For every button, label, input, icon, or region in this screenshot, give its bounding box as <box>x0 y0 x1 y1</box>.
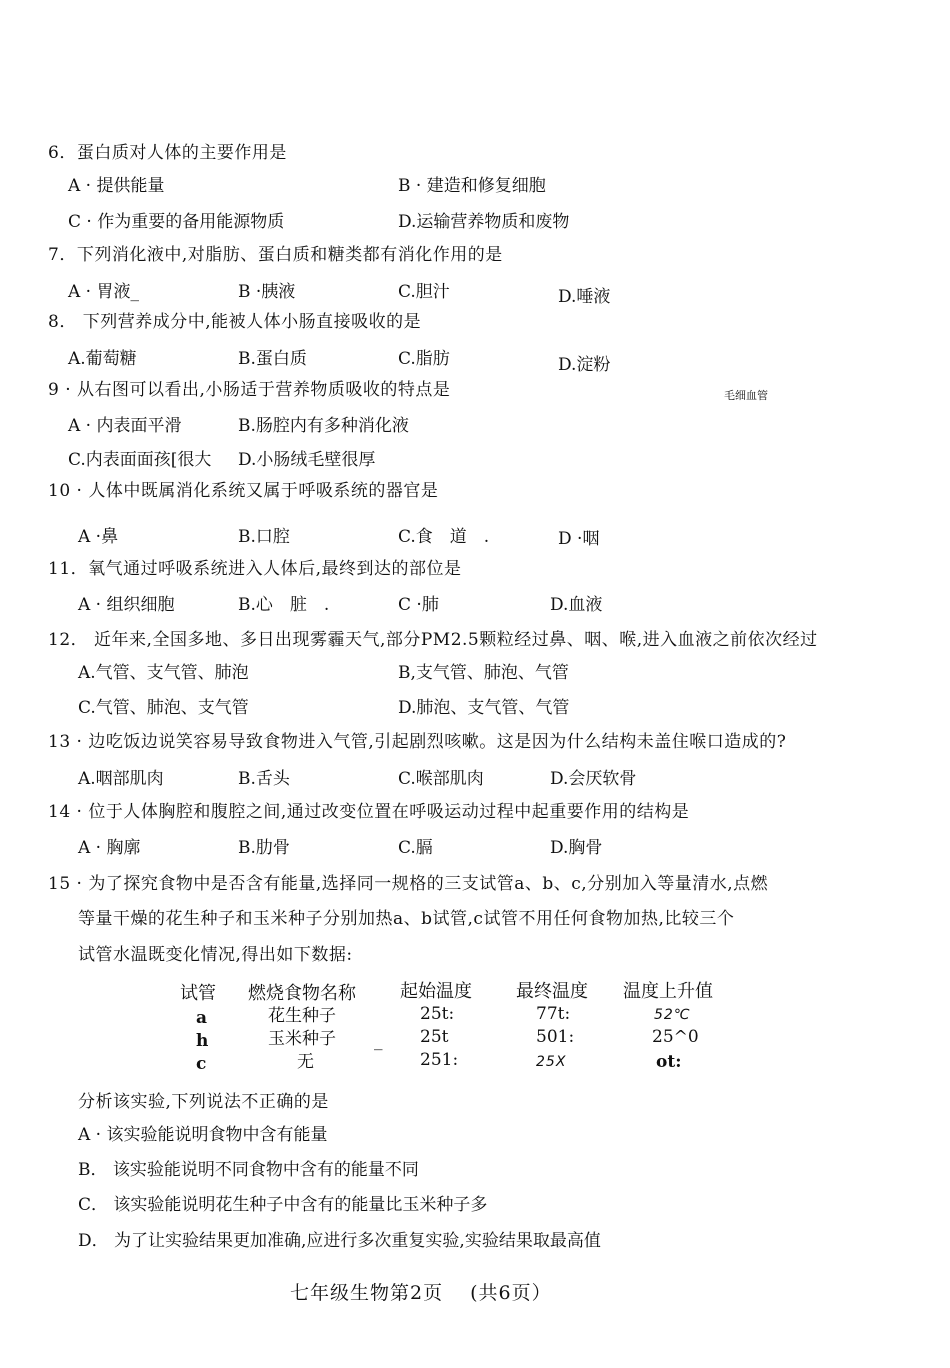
question-13-option-b: B.舌头 <box>238 769 290 789</box>
table-row-a-end: 77t: <box>536 1004 571 1024</box>
question-11-stem: 11．氧气通过呼吸系统进入人体后,最终到达的部位是 <box>48 559 462 579</box>
question-10-option-c: C.食 道 . <box>398 527 490 547</box>
question-8-option-c: C.脂肪 <box>398 349 450 369</box>
question-11-option-b: B.心 脏 . <box>238 595 330 615</box>
question-14-stem: 14 · 位于人体胸腔和腹腔之间,通过改变位置在呼吸运动过程中起重要作用的结构是 <box>48 802 690 822</box>
question-10-option-d: D ·咽 <box>558 529 600 549</box>
question-12-option-b: B,支气管、肺泡、气管 <box>398 663 569 683</box>
question-11-option-a: A · 组织细胞 <box>78 595 175 615</box>
question-6-stem: 6．蛋白质对人体的主要作用是 <box>48 143 287 163</box>
question-7-stem: 7．下列消化液中,对脂肪、蛋白质和糖类都有消化作用的是 <box>48 245 503 265</box>
question-15-option-a: A · 该实验能说明食物中含有能量 <box>78 1125 328 1145</box>
question-15-option-d: D． 为了让实验结果更加准确,应进行多次重复实验,实验结果取最高值 <box>78 1231 601 1251</box>
question-9-option-d: D.小肠绒毛壁很厚 <box>238 450 376 470</box>
question-9-stem: 9 · 从右图可以看出,小肠适于营养物质吸收的特点是 <box>48 380 451 400</box>
question-15-line-3: 试管水温既变化情况,得出如下数据: <box>78 945 353 965</box>
question-9-option-c: C.内表面面孩[很大 <box>68 450 212 470</box>
question-14-option-a: A · 胸廓 <box>78 838 141 858</box>
table-row-c-end: 25X <box>536 1054 567 1070</box>
table-row-b-end: 501: <box>536 1027 575 1047</box>
table-stray-mark: _ <box>374 1031 383 1051</box>
table-header-rise: 温度上升值 <box>623 981 713 1002</box>
question-10-stem: 10 · 人体中既属消化系统又属于呼吸系统的器官是 <box>48 481 439 501</box>
question-13-stem: 13 · 边吃饭边说笑容易导致食物进入气管,引起剧烈咳嗽。这是因为什么结构未盖住喉口造成的? <box>48 732 787 752</box>
question-11-option-c: C ·肺 <box>398 595 439 615</box>
question-15-line-1: 15 · 为了探究食物中是否含有能量,选择同一规格的三支试管a、b、c,分别加入等量清水,点燃 <box>48 874 769 894</box>
question-15-line-2: 等量干燥的花生种子和玉米种子分别加热a、b试管,c试管不用任何食物加热,比较三个 <box>78 909 735 929</box>
question-8-option-d: D.淀粉 <box>558 355 611 375</box>
page-footer: 七年级生物第2页 (共6页） <box>290 1282 552 1304</box>
question-10-option-a: A ·鼻 <box>78 527 119 547</box>
table-row-b-tube: h <box>196 1031 209 1051</box>
figure-label-capillary: 毛细血管 <box>724 389 768 402</box>
question-12-stem: 12． 近年来,全国多地、多日出现雾霾天气,部分PM2.5颗粒经过鼻、咽、喉,进入血液之前依次经过 <box>48 630 818 650</box>
question-8-option-b: B.蛋白质 <box>238 349 307 369</box>
question-8-option-a: A.葡萄糖 <box>68 349 137 369</box>
question-13-option-d: D.会厌软骨 <box>550 769 637 789</box>
question-7-option-a: A · 胃液_ <box>68 282 139 302</box>
question-13-option-c: C.喉部肌肉 <box>398 769 484 789</box>
table-row-c-rise: ot: <box>656 1052 682 1072</box>
table-row-c-tube: c <box>196 1054 207 1074</box>
question-12-option-d: D.肺泡、支气管、气管 <box>398 698 570 718</box>
question-15-option-c: C． 该实验能说明花生种子中含有的能量比玉米种子多 <box>78 1195 488 1215</box>
question-12-option-a: A.气管、支气管、肺泡 <box>78 663 249 683</box>
question-7-option-d: D.唾液 <box>558 287 611 307</box>
question-8-stem: 8． 下列营养成分中,能被人体小肠直接吸收的是 <box>48 312 422 332</box>
question-9-option-b: B.肠腔内有多种消化液 <box>238 416 409 436</box>
table-header-start-temp: 起始温度 <box>400 981 472 1002</box>
question-15-option-b: B． 该实验能说明不同食物中含有的能量不同 <box>78 1160 419 1180</box>
table-row-a-tube: a <box>196 1008 208 1028</box>
table-header-end-temp: 最终温度 <box>516 981 588 1002</box>
table-row-b-food: 玉米种子 <box>268 1029 336 1049</box>
question-7-option-b: B ·胰液 <box>238 282 296 302</box>
table-header-food: 燃烧食物名称 <box>248 983 356 1004</box>
question-6-option-a: A · 提供能量 <box>68 176 165 196</box>
question-9-option-a: A · 内表面平滑 <box>68 416 182 436</box>
table-row-c-food: 无 <box>297 1052 314 1072</box>
table-row-a-start: 25t: <box>420 1004 455 1024</box>
question-6-option-b: B · 建造和修复细胞 <box>398 176 546 196</box>
question-12-option-c: C.气管、肺泡、支气管 <box>78 698 249 718</box>
table-row-b-start: 25t <box>420 1027 449 1047</box>
question-6-option-c: C · 作为重要的备用能源物质 <box>68 212 285 232</box>
question-11-option-d: D.血液 <box>550 595 603 615</box>
question-15-prompt: 分析该实验,下列说法不正确的是 <box>78 1092 329 1112</box>
table-row-c-start: 251: <box>420 1050 459 1070</box>
table-row-a-food: 花生种子 <box>268 1006 336 1026</box>
question-13-option-a: A.咽部肌肉 <box>78 769 164 789</box>
question-6-option-d: D.运输营养物质和废物 <box>398 212 570 232</box>
table-row-a-rise: 52℃ <box>654 1007 691 1023</box>
question-14-option-c: C.膈 <box>398 838 433 858</box>
table-row-b-rise: 25^0 <box>652 1027 699 1047</box>
question-7-option-c: C.胆汁 <box>398 282 450 302</box>
question-14-option-d: D.胸骨 <box>550 838 603 858</box>
question-10-option-b: B.口腔 <box>238 527 290 547</box>
question-14-option-b: B.肋骨 <box>238 838 290 858</box>
table-header-tube: 试管 <box>180 983 216 1004</box>
